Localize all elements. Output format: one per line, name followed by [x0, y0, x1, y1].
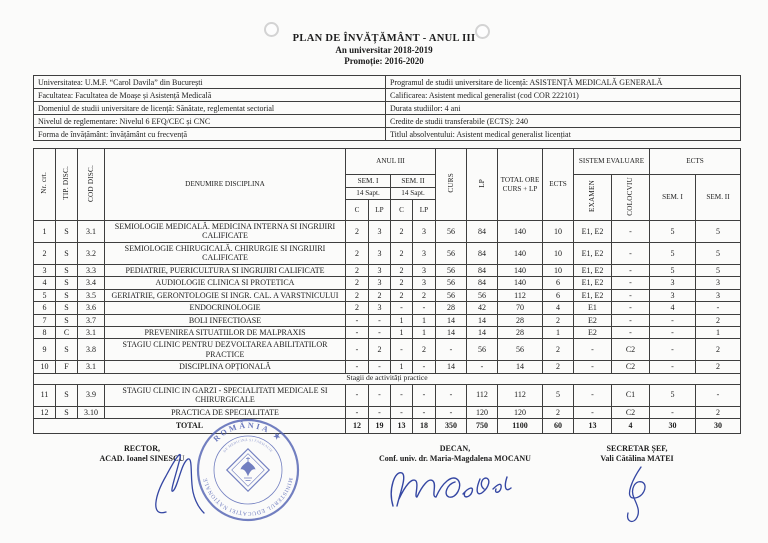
cell-sem2-c: -	[391, 302, 413, 314]
cell-total-ore: 28	[498, 314, 543, 326]
cell-colocviu: -	[612, 242, 650, 264]
total-lp: 750	[467, 419, 498, 434]
cell-sem2-c: 2	[391, 221, 413, 243]
separator-label: Stagii de activități practice	[34, 373, 741, 384]
cell-denumire: GERIATRIE, GERONTOLOGIE SI INGR. CAL. A VARSTNICULUI	[105, 289, 346, 301]
cell-denumire: PEDIATRIE, PUERICULTURA SI INGRIJIRI CALIFICATE	[105, 264, 346, 276]
cell-ects-sem2: 2	[696, 314, 741, 326]
cell-denumire: STAGIU CLINIC PENTRU DEZVOLTAREA ABILITATILOR PRACTICE	[105, 339, 346, 361]
total-sem2-lp: 18	[413, 419, 436, 434]
total-label: TOTAL	[34, 419, 346, 434]
cell-ects-sem1: -	[650, 314, 696, 326]
info-row	[34, 115, 741, 128]
cell-examen: E2	[574, 314, 612, 326]
cell-sem2-c: -	[391, 339, 413, 361]
header-total-ore: TOTAL ORE CURS + LP	[498, 149, 543, 221]
cell-ects-sem2: 5	[696, 221, 741, 243]
cell-tip-disc: S	[56, 289, 78, 301]
total-sem1-c: 12	[346, 419, 369, 434]
cell-nr: 6	[34, 302, 56, 314]
cell-sem1-c: 2	[346, 264, 369, 276]
cell-sem1-lp: 3	[369, 242, 391, 264]
cell-colocviu: C2	[612, 361, 650, 373]
cell-examen: E1, E2	[574, 277, 612, 289]
cell-examen: -	[574, 339, 612, 361]
cell-sem2-c: -	[391, 406, 413, 418]
cell-ects-sem1: 3	[650, 277, 696, 289]
cell-examen: E1, E2	[574, 289, 612, 301]
cell-sem2-c: 1	[391, 314, 413, 326]
cell-curs-total: 56	[436, 277, 467, 289]
cell-lp-total: 56	[467, 289, 498, 301]
cell-sem1-c: -	[346, 384, 369, 406]
cell-cod-disc: 3.5	[78, 289, 105, 301]
cell-colocviu: C2	[612, 406, 650, 418]
curriculum-table	[33, 148, 741, 434]
cell-total-ore: 112	[498, 384, 543, 406]
cell-sem2-lp: 1	[413, 326, 436, 338]
cell-sem2-c: 2	[391, 289, 413, 301]
header-tip-disc: TIP. DISC.	[56, 149, 78, 221]
cell-nr: 10	[34, 361, 56, 373]
rector-name: ACAD. Ioanel SINESCU	[99, 454, 185, 464]
cell-total-ore: 56	[498, 339, 543, 361]
info-durata: Durata studiilor: 4 ani	[386, 102, 741, 115]
info-domeniul: Domeniul de studii universitare de licență: Sănătate, reglementat sectorial	[34, 102, 386, 115]
cell-sem2-lp: -	[413, 406, 436, 418]
discipline-row	[34, 302, 741, 314]
total-ore: 1100	[498, 419, 543, 434]
cell-examen: -	[574, 384, 612, 406]
cell-sem1-lp: 2	[369, 339, 391, 361]
cell-denumire: ENDOCRINOLOGIE	[105, 302, 346, 314]
cell-sem2-c: 2	[391, 277, 413, 289]
cell-curs-total: -	[436, 406, 467, 418]
cell-colocviu: -	[612, 326, 650, 338]
cell-ects: 2	[543, 361, 574, 373]
cell-ects-sem1: 5	[650, 384, 696, 406]
cell-examen: -	[574, 406, 612, 418]
cell-sem2-lp: 3	[413, 277, 436, 289]
header-sapt-sem1: 14 Sapt.	[346, 188, 391, 200]
cell-ects-sem1: 4	[650, 302, 696, 314]
cell-nr: 11	[34, 384, 56, 406]
cell-curs-total: 56	[436, 221, 467, 243]
cell-ects: 10	[543, 221, 574, 243]
discipline-row	[34, 289, 741, 301]
cell-colocviu: -	[612, 302, 650, 314]
svg-text:DE MEDICINĂ ȘI FARMACIE	[222, 437, 273, 453]
cell-total-ore: 140	[498, 277, 543, 289]
cell-ects-sem1: 3	[650, 289, 696, 301]
cell-tip-disc: S	[56, 406, 78, 418]
cell-ects-sem2: -	[696, 384, 741, 406]
cell-curs-total: 56	[436, 264, 467, 276]
cell-sem1-lp: -	[369, 384, 391, 406]
cell-sem2-c: 2	[391, 242, 413, 264]
discipline-row	[34, 221, 741, 243]
header-lp-sem1: LP	[369, 200, 391, 221]
discipline-row	[34, 361, 741, 373]
info-programul: Programul de studii universitare de licență: ASISTENȚĂ MEDICALĂ GENERALĂ	[386, 76, 741, 89]
stamp-text-bottom: MINISTERUL EDUCAȚIEI NAȚIONALE	[202, 476, 294, 517]
info-forma: Forma de învățământ: învățământ cu frecvență	[34, 128, 386, 141]
stamp-text-inner: DE MEDICINĂ ȘI FARMACIE	[222, 437, 274, 454]
header-c-sem1: C	[346, 200, 369, 221]
cell-sem2-lp: 3	[413, 264, 436, 276]
cell-lp-total: 120	[467, 406, 498, 418]
header-c-sem2: C	[391, 200, 413, 221]
cell-sem2-lp: -	[413, 384, 436, 406]
discipline-row	[34, 242, 741, 264]
cell-nr: 2	[34, 242, 56, 264]
table-header	[34, 149, 741, 221]
cell-sem1-lp: 3	[369, 302, 391, 314]
cell-sem2-c: -	[391, 384, 413, 406]
total-examen: 13	[574, 419, 612, 434]
total-sem2-c: 13	[391, 419, 413, 434]
total-ects-sem1: 30	[650, 419, 696, 434]
cell-denumire: STAGIU CLINIC IN GARZI - SPECIALITATI MEDICALE SI CHIRURGICALE	[105, 384, 346, 406]
cell-sem1-c: 2	[346, 289, 369, 301]
separator-row	[34, 373, 741, 384]
cell-ects-sem2: -	[696, 302, 741, 314]
header-lp-total: LP	[467, 149, 498, 221]
svg-text:MINISTERUL EDUCAȚIEI NAȚIONALE	[203, 477, 294, 516]
header-lp-sem2: LP	[413, 200, 436, 221]
cell-denumire: SEMIOLOGIE CHIRUGICALĂ. CHIRURGIE SI INGRIJIRI CALIFICATE	[105, 242, 346, 264]
cell-tip-disc: S	[56, 264, 78, 276]
cell-lp-total: -	[467, 361, 498, 373]
header-nr-crt: Nr. crt.	[34, 149, 56, 221]
info-row	[34, 76, 741, 89]
cell-cod-disc: 3.8	[78, 339, 105, 361]
cell-lp-total: 84	[467, 277, 498, 289]
table-body-disciplines	[34, 221, 741, 374]
discipline-row	[34, 384, 741, 406]
page-subtitle-year: An universitar 2018-2019	[335, 45, 433, 55]
cell-lp-total: 112	[467, 384, 498, 406]
cell-ects-sem2: 5	[696, 264, 741, 276]
cell-sem2-c: 1	[391, 326, 413, 338]
cell-ects-sem2: 2	[696, 406, 741, 418]
cell-curs-total: -	[436, 339, 467, 361]
cell-tip-disc: S	[56, 277, 78, 289]
cell-sem2-lp: 1	[413, 314, 436, 326]
stamp-text-top: ROMÂNIA ★	[211, 420, 285, 444]
header-curs: CURS	[436, 149, 467, 221]
cell-sem1-lp: 2	[369, 289, 391, 301]
cell-ects-sem1: 5	[650, 221, 696, 243]
cell-colocviu: C1	[612, 384, 650, 406]
cell-tip-disc: F	[56, 361, 78, 373]
cell-ects-sem2: 3	[696, 289, 741, 301]
cell-ects: 6	[543, 277, 574, 289]
cell-total-ore: 120	[498, 406, 543, 418]
cell-curs-total: 56	[436, 242, 467, 264]
header-sistem-evaluare: SISTEM EVALUARE	[574, 149, 650, 175]
cell-total-ore: 14	[498, 361, 543, 373]
cell-tip-disc: S	[56, 384, 78, 406]
cell-lp-total: 42	[467, 302, 498, 314]
info-nivelul: Nivelul de reglementare: Nivelul 6 EFQ/CEC și CNC	[34, 115, 386, 128]
cell-nr: 12	[34, 406, 56, 418]
cell-sem2-lp: 3	[413, 221, 436, 243]
header-ects-sem2: SEM. II	[696, 175, 741, 221]
cell-nr: 5	[34, 289, 56, 301]
cell-nr: 7	[34, 314, 56, 326]
page-subtitle-promotion: Promoție: 2016-2020	[344, 56, 424, 66]
header-ects-group: ECTS	[650, 149, 741, 175]
cell-lp-total: 84	[467, 242, 498, 264]
total-row	[34, 419, 741, 434]
cell-cod-disc: 3.2	[78, 242, 105, 264]
cell-ects-sem1: 5	[650, 242, 696, 264]
cell-sem1-c: 2	[346, 302, 369, 314]
table-body-internships	[34, 384, 741, 418]
header-denumire: DENUMIRE DISCIPLINA	[105, 149, 346, 221]
info-universitatea: Universitatea: U.M.F. “Carol Davila” din București	[34, 76, 386, 89]
cell-ects-sem1: -	[650, 339, 696, 361]
cell-ects-sem2: 2	[696, 361, 741, 373]
cell-curs-total: 14	[436, 361, 467, 373]
decan-signature-block	[352, 444, 558, 465]
cell-cod-disc: 3.10	[78, 406, 105, 418]
discipline-row	[34, 314, 741, 326]
cell-examen: E2	[574, 326, 612, 338]
cell-cod-disc: 3.3	[78, 264, 105, 276]
info-credite: Credite de studii transferabile (ECTS): 240	[386, 115, 741, 128]
cell-cod-disc: 3.6	[78, 302, 105, 314]
cell-lp-total: 14	[467, 314, 498, 326]
cell-sem2-c: 1	[391, 361, 413, 373]
cell-total-ore: 140	[498, 242, 543, 264]
cell-nr: 4	[34, 277, 56, 289]
cell-cod-disc: 3.7	[78, 314, 105, 326]
total-sem1-lp: 19	[369, 419, 391, 434]
cell-sem1-lp: -	[369, 361, 391, 373]
cell-sem1-lp: 3	[369, 264, 391, 276]
cell-denumire: BOLI INFECTIOASE	[105, 314, 346, 326]
cell-sem1-lp: -	[369, 326, 391, 338]
info-table	[33, 75, 741, 141]
total-colocviu: 4	[612, 419, 650, 434]
cell-cod-disc: 3.4	[78, 277, 105, 289]
cell-nr: 3	[34, 264, 56, 276]
cell-sem1-c: -	[346, 361, 369, 373]
cell-sem1-lp: 3	[369, 221, 391, 243]
cell-nr: 9	[34, 339, 56, 361]
cell-cod-disc: 3.1	[78, 326, 105, 338]
cell-examen: E1, E2	[574, 264, 612, 276]
decan-name: Conf. univ. dr. Maria-Magdalena MOCANU	[379, 454, 531, 464]
cell-tip-disc: C	[56, 326, 78, 338]
cell-curs-total: 56	[436, 289, 467, 301]
cell-examen: -	[574, 361, 612, 373]
cell-sem1-c: -	[346, 406, 369, 418]
cell-denumire: PREVENIREA SITUATIILOR DE MALPRAXIS	[105, 326, 346, 338]
total-ects: 60	[543, 419, 574, 434]
cell-ects-sem2: 5	[696, 242, 741, 264]
cell-colocviu: -	[612, 314, 650, 326]
cell-total-ore: 140	[498, 221, 543, 243]
ministry-stamp-icon	[198, 420, 298, 520]
info-row	[34, 102, 741, 115]
cell-ects-sem1: -	[650, 361, 696, 373]
cell-examen: E1, E2	[574, 242, 612, 264]
cell-tip-disc: S	[56, 221, 78, 243]
cell-sem2-lp: -	[413, 361, 436, 373]
rector-title: RECTOR,	[123, 444, 161, 453]
cell-sem1-c: 2	[346, 221, 369, 243]
cell-sem1-lp: 3	[369, 277, 391, 289]
cell-sem1-c: 2	[346, 277, 369, 289]
cell-colocviu: -	[612, 221, 650, 243]
cell-ects: 2	[543, 314, 574, 326]
cell-sem2-lp: 2	[413, 339, 436, 361]
cell-cod-disc: 3.1	[78, 361, 105, 373]
secretar-title: SECRETAR ȘEF,	[606, 444, 668, 453]
cell-ects-sem2: 3	[696, 277, 741, 289]
header-sem2: SEM. II	[391, 175, 436, 188]
discipline-row	[34, 264, 741, 276]
cell-sem1-c: -	[346, 339, 369, 361]
table-body-total	[34, 419, 741, 434]
cell-ects: 4	[543, 302, 574, 314]
decan-title: DECAN,	[439, 444, 471, 453]
info-row	[34, 128, 741, 141]
cell-total-ore: 140	[498, 264, 543, 276]
header-sem1: SEM. I	[346, 175, 391, 188]
cell-sem1-c: -	[346, 314, 369, 326]
cell-lp-total: 56	[467, 339, 498, 361]
total-ects-sem2: 30	[696, 419, 741, 434]
cell-examen: E1	[574, 302, 612, 314]
cell-examen: E1, E2	[574, 221, 612, 243]
cell-ects-sem1: 5	[650, 264, 696, 276]
secretar-name: Vali Cătălina MATEI	[600, 454, 674, 464]
header-sapt-sem2: 14 Sapt.	[391, 188, 436, 200]
cell-denumire: DISCIPLINA OPȚIONALĂ	[105, 361, 346, 373]
cell-ects-sem2: 2	[696, 339, 741, 361]
cell-tip-disc: S	[56, 339, 78, 361]
cell-nr: 8	[34, 326, 56, 338]
cell-ects: 10	[543, 264, 574, 276]
cell-colocviu: -	[612, 277, 650, 289]
header-ects: ECTS	[543, 149, 574, 221]
cell-sem1-lp: -	[369, 314, 391, 326]
cell-sem2-lp: 3	[413, 242, 436, 264]
cell-ects: 1	[543, 326, 574, 338]
discipline-row	[34, 339, 741, 361]
secretar-signature-block	[552, 444, 722, 465]
table-body-separator	[34, 373, 741, 384]
cell-curs-total: 14	[436, 326, 467, 338]
cell-colocviu: C2	[612, 339, 650, 361]
cell-ects: 10	[543, 242, 574, 264]
info-row	[34, 89, 741, 102]
info-calificarea: Calificarea: Asistent medical generalist (cod COR 222101)	[386, 89, 741, 102]
cell-sem2-lp: -	[413, 302, 436, 314]
cell-colocviu: -	[612, 264, 650, 276]
cell-ects: 6	[543, 289, 574, 301]
cell-lp-total: 84	[467, 221, 498, 243]
cell-nr: 1	[34, 221, 56, 243]
discipline-row	[34, 326, 741, 338]
info-facultatea: Facultatea: Facultatea de Moașe și Asistență Medicală	[34, 89, 386, 102]
header-colocviu: COLOCVIU	[612, 175, 650, 221]
cell-total-ore: 70	[498, 302, 543, 314]
cell-ects-sem1: -	[650, 326, 696, 338]
cell-lp-total: 84	[467, 264, 498, 276]
cell-total-ore: 28	[498, 326, 543, 338]
stamp-coat-of-arms-icon	[227, 449, 269, 491]
cell-tip-disc: S	[56, 314, 78, 326]
page-title: PLAN DE ÎNVĂȚĂMÂNT - ANUL III	[292, 33, 476, 44]
cell-ects: 2	[543, 339, 574, 361]
total-curs: 350	[436, 419, 467, 434]
cell-tip-disc: S	[56, 242, 78, 264]
cell-ects-sem1: -	[650, 406, 696, 418]
title-block	[0, 33, 768, 66]
cell-sem1-lp: -	[369, 406, 391, 418]
info-titlul: Titlul absolventului: Asistent medical generalist licențiat	[386, 128, 741, 141]
cell-total-ore: 112	[498, 289, 543, 301]
header-examen: EXAMEN	[574, 175, 612, 221]
cell-curs-total: 14	[436, 314, 467, 326]
cell-lp-total: 14	[467, 326, 498, 338]
discipline-row	[34, 277, 741, 289]
header-cod-disc: COD DISC.	[78, 149, 105, 221]
cell-cod-disc: 3.1	[78, 221, 105, 243]
cell-tip-disc: S	[56, 302, 78, 314]
discipline-row	[34, 406, 741, 418]
cell-ects: 5	[543, 384, 574, 406]
header-anul: ANUL III	[346, 149, 436, 175]
cell-curs-total: 28	[436, 302, 467, 314]
cell-sem1-c: -	[346, 326, 369, 338]
cell-ects-sem2: 1	[696, 326, 741, 338]
cell-denumire: PRACTICA DE SPECIALITATE	[105, 406, 346, 418]
cell-cod-disc: 3.9	[78, 384, 105, 406]
cell-curs-total: -	[436, 384, 467, 406]
cell-ects: 2	[543, 406, 574, 418]
cell-sem2-c: 2	[391, 264, 413, 276]
cell-colocviu: -	[612, 289, 650, 301]
cell-sem2-lp: 2	[413, 289, 436, 301]
decan-signature-icon	[391, 473, 511, 506]
secretar-signature-icon	[628, 467, 645, 521]
cell-denumire: AUDIOLOGIE CLINICA SI PROTETICA	[105, 277, 346, 289]
cell-sem1-c: 2	[346, 242, 369, 264]
rector-signature-block	[58, 444, 226, 465]
header-ects-sem1: SEM. I	[650, 175, 696, 221]
cell-denumire: SEMIOLOGIE MEDICALĂ. MEDICINA INTERNA SI INGRIJIRI CALIFICATE	[105, 221, 346, 243]
